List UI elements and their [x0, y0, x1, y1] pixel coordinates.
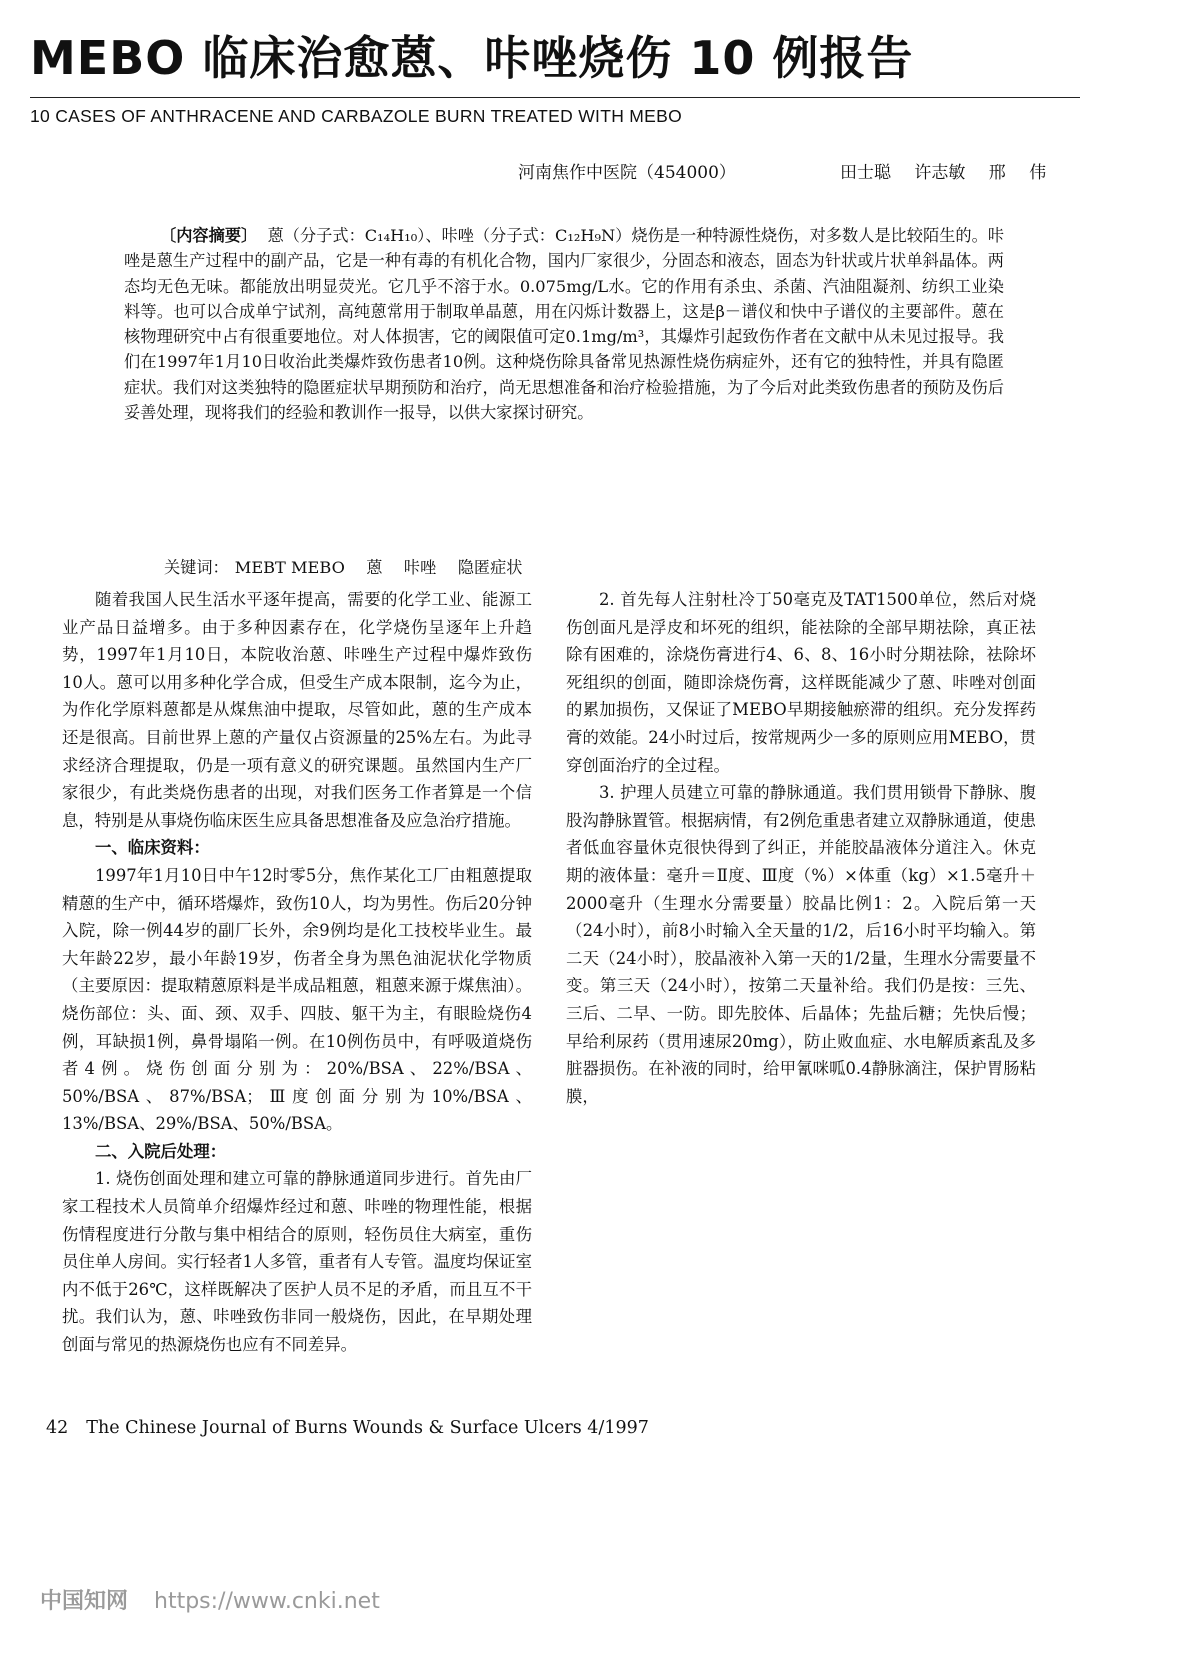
journal-name: The Chinese Journal of Burns Wounds & Surface Ulcers 4/1997 [86, 1418, 649, 1438]
authors: 田士聪 许志敏 邢 伟 [840, 163, 1047, 183]
page-number: 42 [46, 1418, 69, 1438]
abstract-text: 蒽（分子式：C₁₄H₁₀）、咔唑（分子式：C₁₂H₉N）烧伤是一种特源性烧伤，对多数人是比较陌生的。咔唑是蒽生产过程中的副产品，它是一种有毒的有机化合物，国内厂家很少，分固态和液态，固态为针状或片状单斜晶体。两态均无色无味。都能放出明显荧光。它几乎不溶于水。0.075mg/L水。它的作用有杀虫、杀菌、汽油阻凝剂、纺织工业染料等。也可以合成单宁试剂，高纯蒽常用于制取单晶蒽，用在闪烁计数器上，这是β－谱仪和快中子谱仪的主要部件。蒽在核物理研究中占有很重要地位。对人体损害，它的阈限值可定0.1mg/m³，其爆炸引起致伤作者在文献中从未见过报导。我们在1997年1月10日收治此类爆炸致伤患者10例。这种烧伤除具备常见热源性烧伤病症外，还有它的独特性，并具有隐匿症状。我们对这类独特的隐匿症状早期预防和治疗，尚无思想准备和治疗检验措施，为了今后对此类致伤患者的预防及伤后妥善处理，现将我们的经验和教训作一报导，以供大家探讨研究。 [124, 226, 1005, 423]
watermark-brand: 中国知网 [40, 1589, 129, 1614]
cnki-watermark [40, 1584, 380, 1615]
intro-paragraph: 随着我国人民生活水平逐年提高，需要的化学工业、能源工业产品日益增多。由于多种因素存在，化学烧伤呈逐年上升趋势，1997年1月10日，本院收治蒽、咔唑生产过程中爆炸致伤10人。蒽可以用多种化学合成，但受生产成本限制，迄今为止，为作化学原料蒽都是从煤焦油中提取，尽管如此，蒽的生产成本还是很高。目前世界上蒽的产量仅占资源量的25%左右。为此寻求经济合理提取，仍是一项有意义的研究课题。虽然国内生产厂家很少，有此类烧伤患者的出现，对我们医务工作者算是一个信息，特别是从事烧伤临床医生应具备思想准备及应急治疗措施。 [62, 590, 532, 830]
keywords [164, 554, 522, 578]
section-paragraph: 1997年1月10日中午12时零5分，焦作某化工厂由粗蒽提取精蒽的生产中，循环塔爆炸，致伤10人，均为男性。伤后20分钟入院，除一例44岁的副厂长外，余9例均是化工技校毕业生。最大年龄22岁，最小年龄19岁，伤者全身为黑色油泥状化学物质（主要原因：提取精蒽原料是半成品粗蒽，粗蒽来源于煤焦油）。烧伤部位：头、面、颈、双手、四肢、躯干为主，有眼睑烧伤4例，耳缺损1例，鼻骨塌陷一例。在10例伤员中，有呼吸道烧伤者4例。烧伤创面分别为：20%/BSA、22%/BSA、50%/BSA、87%/BSA；Ⅲ度创面分别为10%/BSA、13%/BSA、29%/BSA、50%/BSA。 [62, 865, 532, 1134]
keyword-item: 蒽 [366, 558, 383, 577]
affiliation: 河南焦作中医院（454000） [518, 163, 736, 183]
body-column-right [566, 586, 1036, 1110]
body-column-left [62, 586, 532, 1359]
keyword-item: MEBT MEBO [234, 558, 345, 577]
section-heading: 一、临床资料： [95, 838, 210, 858]
keyword-item: 隐匿症状 [457, 558, 523, 577]
abstract-label: 〔内容摘要〕 [160, 226, 258, 245]
keywords-label: 关键词： [164, 558, 229, 577]
page-footer [46, 1418, 649, 1438]
section-heading: 二、入院后处理： [95, 1141, 227, 1161]
article-title: MEBO 临床治愈蒽、咔唑烧伤 10 例报告 [30, 31, 914, 85]
title-rule [30, 97, 1080, 98]
section-paragraph: 2. 首先每人注射杜冷丁50毫克及TAT1500单位，然后对烧伤创面凡是浮皮和坏死的组织，能祛除的全部早期祛除，真正祛除有困难的，涂烧伤膏进行4、6、8、16小时分期祛除，祛除坏死组织的创面，随即涂烧伤膏，这样既能减少了蒽、咔唑对创面的累加损伤，又保证了MEBO早期接触瘀滞的组织。充分发挥药膏的效能。24小时过后，按常规两少一多的原则应用MEBO，贯穿创面治疗的全过程。 [566, 590, 1036, 775]
section-paragraph: 1. 烧伤创面处理和建立可靠的静脉通道同步进行。首先由厂家工程技术人员简单介绍爆炸经过和蒽、咔唑的物理性能，根据伤情程度进行分散与集中相结合的原则，轻伤员住大病室，重伤员住单人房间。实行轻者1人多管，重者有人专管。温度均保证室内不低于26℃，这样既解决了医护人员不足的矛盾，而且互不干扰。我们认为，蒽、咔唑致伤非同一般烧伤，因此，在早期处理创面与常见的热源烧伤也应有不同差异。 [62, 1169, 532, 1355]
english-title: 10 CASES OF ANTHRACENE AND CARBAZOLE BURN TREATED WITH MEBO [30, 106, 683, 126]
watermark-url: https://www.cnki.net [154, 1589, 380, 1614]
section-paragraph: 3. 护理人员建立可靠的静脉通道。我们贯用锁骨下静脉、腹股沟静脉置管。根据病情，有2例危重患者建立双静脉通道，使患者低血容量休克很快得到了纠正，并能胶晶液体分道注入。休克期的液体量：毫升＝Ⅱ度、Ⅲ度（%）×体重（kg）×1.5毫升＋2000毫升（生理水分需要量）胶晶比例1：2。入院后第一天（24小时），前8小时输入全天量的1/2，后16小时平均输入。第二天（24小时），胶晶液补入第一天的1/2量，生理水分需要量不变。第三天（24小时），按第二天量补给。我们仍是按：三先、三后、二早、一防。即先胶体、后晶体；先盐后糖；先快后慢；早给利尿药（贯用速尿20mg），防止败血症、水电解质紊乱及多脏器损伤。在补液的同时，给甲氰咪呱0.4静脉滴注，保护胃肠粘膜， [566, 783, 1036, 1106]
abstract [124, 223, 1004, 425]
keyword-item: 咔唑 [403, 558, 437, 577]
